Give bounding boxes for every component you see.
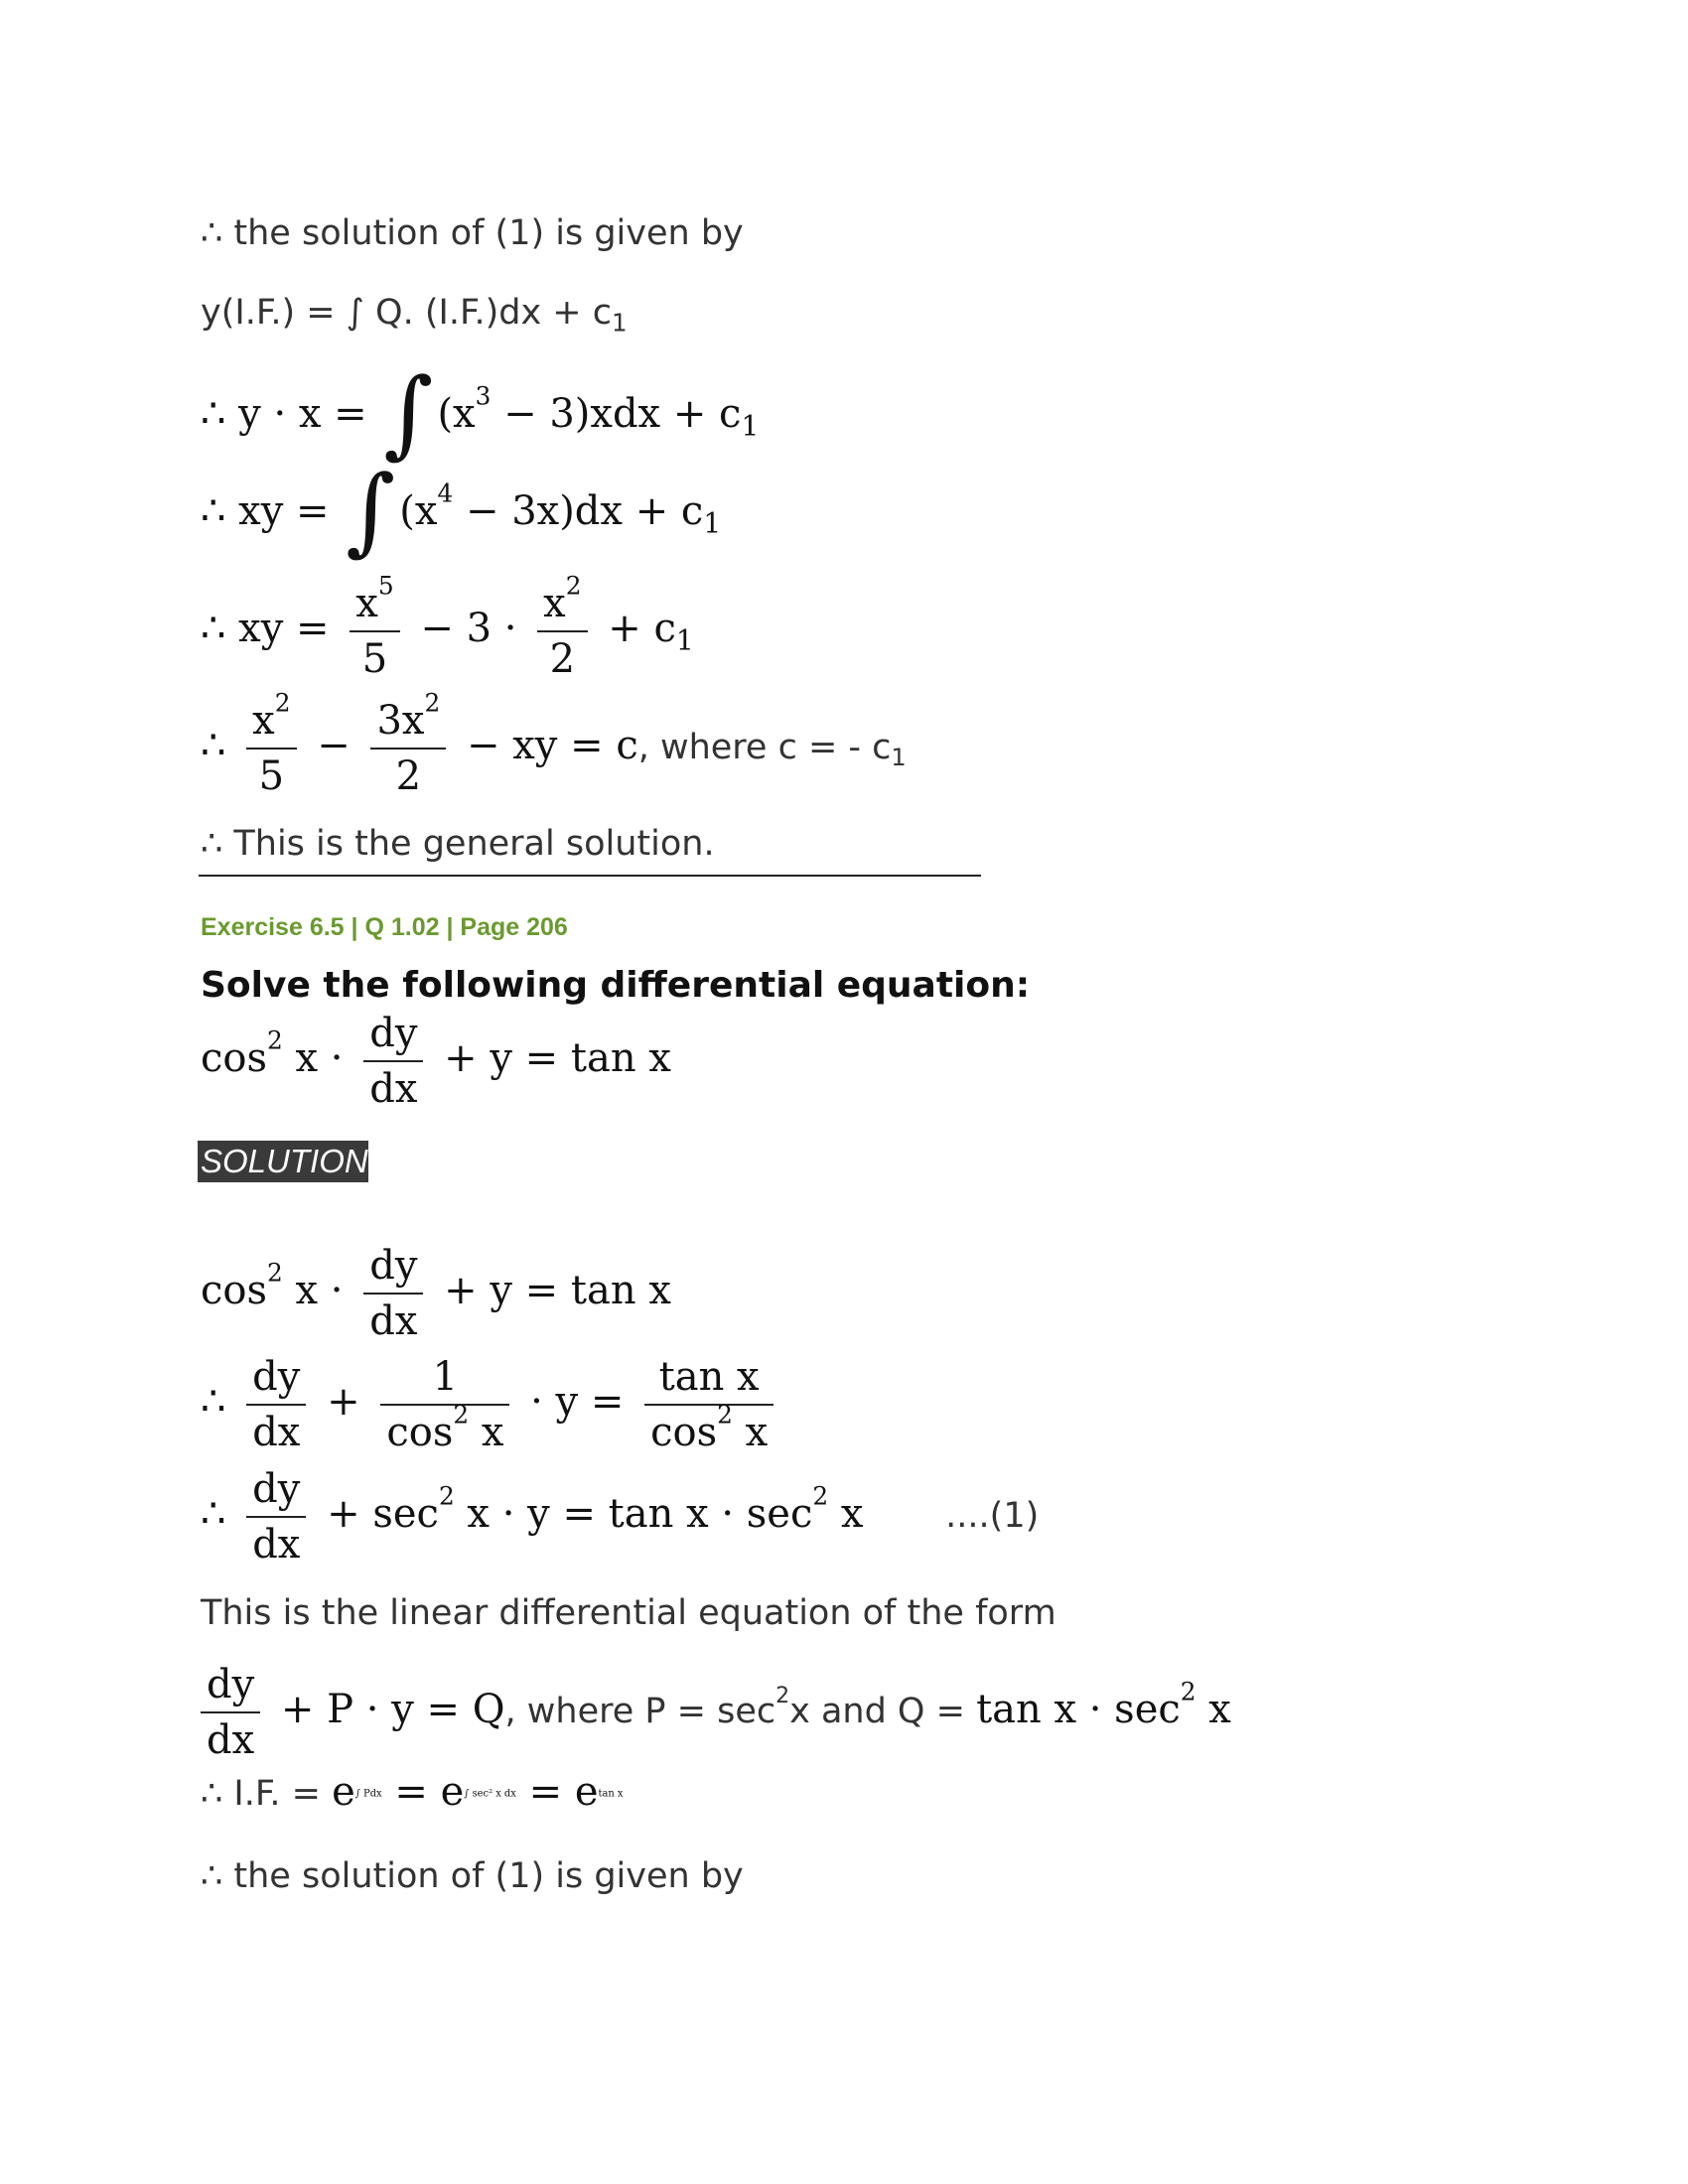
equation-prefix: ∴: [201, 1379, 226, 1425]
operator: =: [381, 1769, 441, 1815]
exponent: 3: [475, 381, 492, 411]
question-heading: Solve the following differential equation:: [201, 965, 1031, 1006]
denominator: dx: [363, 1060, 423, 1112]
numerator: 1: [432, 1354, 459, 1400]
denominator: dx: [246, 1516, 306, 1568]
base-e: e: [574, 1769, 599, 1815]
denominator: x: [469, 1410, 504, 1455]
equation-note: x and Q =: [789, 1692, 977, 1731]
integral-sign: ∫: [383, 357, 434, 469]
equation-mid: − 3 ·: [420, 606, 517, 651]
denominator: dx: [363, 1293, 423, 1344]
equation-part: x: [1196, 1687, 1231, 1732]
base-e: e: [332, 1769, 355, 1815]
equation-prefix: ∴ xy =: [201, 606, 330, 651]
equation-part: x ·: [282, 1268, 344, 1313]
text-solution-given-by: [201, 213, 744, 253]
fraction: [350, 571, 399, 682]
denominator: 2: [537, 630, 587, 682]
denominator: 2: [370, 748, 446, 799]
numerator: x: [252, 698, 275, 744]
fraction: [363, 1011, 423, 1112]
equation-body: (x: [399, 488, 438, 534]
equation-linear-form: [201, 1662, 1231, 1763]
text-line: ∴ the solution of (1) is given by: [201, 213, 744, 253]
equation-prefix: ∴: [201, 723, 226, 768]
exponent: 5: [377, 571, 394, 601]
exponent: 2: [267, 1258, 283, 1288]
denominator: cos: [650, 1410, 718, 1455]
equation-label: ∴ I.F. =: [201, 1774, 333, 1814]
section-divider: [199, 875, 981, 877]
equation-part: + y = tan x: [444, 1268, 671, 1313]
equation-part: + P · y = Q: [280, 1687, 505, 1732]
denominator: x: [732, 1410, 769, 1455]
denominator: cos: [386, 1410, 454, 1455]
numerator: tan x: [658, 1354, 760, 1400]
exponent: tan x: [598, 1788, 624, 1800]
equation-part: cos: [201, 1268, 268, 1313]
equation-part: + y = tan x: [444, 1035, 671, 1081]
numerator: dy: [207, 1662, 255, 1707]
subscript: 1: [611, 308, 628, 338]
equation-end: + c: [608, 606, 676, 651]
equation-body: (x: [437, 391, 476, 437]
equation-line-6: [201, 688, 907, 799]
equation-line-5: [201, 571, 694, 682]
numerator: x: [355, 581, 378, 626]
exponent: 2: [775, 1684, 790, 1709]
equation-note: , where P = sec: [504, 1692, 776, 1731]
exponent: ∫ sec² x dx: [464, 1788, 516, 1800]
subscript: 1: [891, 744, 907, 772]
fraction: [246, 688, 296, 799]
operator: =: [515, 1769, 575, 1815]
exponent: 2: [1180, 1677, 1196, 1706]
numerator: 3x: [376, 698, 425, 744]
equation-if-formula: [201, 293, 628, 338]
equation-note: , where c = - c: [637, 728, 892, 767]
fraction: [370, 688, 446, 799]
fraction: [201, 1662, 260, 1763]
equation-integrating-factor: [201, 1769, 624, 1815]
text-line: ∴ the solution of (1) is given by: [201, 1856, 744, 1896]
numerator: dy: [369, 1011, 418, 1056]
exponent: 2: [565, 571, 582, 601]
equation-line-3: [201, 357, 760, 469]
equation-prefix: ∴ xy =: [201, 488, 330, 534]
exponent: 2: [438, 1481, 455, 1511]
integral-sign: ∫: [346, 455, 396, 566]
exponent: 2: [267, 1025, 283, 1055]
equation-part: tan x · sec: [976, 1687, 1181, 1732]
operator: +: [327, 1379, 360, 1425]
fraction: [246, 1466, 306, 1568]
exponent: 2: [717, 1400, 733, 1430]
equation-tag: ....(1): [945, 1496, 1040, 1536]
exponent: 2: [812, 1481, 829, 1511]
equation-rest: − 3)xdx + c: [491, 391, 742, 437]
fraction: [380, 1354, 509, 1455]
subscript: 1: [675, 623, 694, 657]
solution-equation-2: [201, 1354, 781, 1455]
equation-part: cos: [201, 1035, 268, 1081]
numerator: dy: [252, 1466, 301, 1512]
solution-equation-3: [201, 1466, 1039, 1568]
exponent: 4: [437, 478, 454, 508]
equation-part: x ·: [282, 1035, 344, 1081]
base-e: e: [440, 1769, 465, 1815]
text-solution-given-by-2: [201, 1856, 744, 1896]
numerator: dy: [369, 1243, 418, 1289]
denominator: dx: [201, 1711, 260, 1763]
numerator: x: [543, 581, 566, 626]
solution-equation-1: [201, 1243, 671, 1344]
exponent: 2: [453, 1400, 470, 1430]
equation-end: − xy = c: [466, 723, 638, 768]
exercise-reference: Exercise 6.5 | Q 1.02 | Page 206: [201, 913, 568, 941]
numerator: dy: [252, 1354, 301, 1400]
text-general-solution: [201, 824, 715, 864]
equation-part: x: [828, 1491, 864, 1537]
denominator: dx: [246, 1404, 306, 1455]
equation-part: x · y = tan x · sec: [454, 1491, 813, 1537]
equation-prefix: ∴: [201, 1491, 226, 1537]
equation-rest: − 3x)dx + c: [453, 488, 704, 534]
subscript: 1: [703, 506, 722, 540]
equation-mid: · y =: [530, 1379, 625, 1425]
subscript: 1: [741, 409, 760, 443]
question-equation: [201, 1011, 671, 1112]
exponent: ∫ Pdx: [354, 1788, 382, 1800]
text-linear-form: [201, 1593, 1056, 1633]
equation-line-4: [201, 455, 722, 566]
fraction: [537, 571, 587, 682]
operator: −: [317, 723, 351, 768]
text-line: This is the linear differential equation of the form: [201, 1593, 1056, 1633]
fraction: [246, 1354, 306, 1455]
equation-text: y(I.F.) = ∫ Q. (I.F.)dx + c: [201, 293, 612, 333]
equation-part: + sec: [327, 1491, 439, 1537]
denominator: 5: [246, 748, 296, 799]
exponent: 2: [424, 688, 441, 718]
fraction: [363, 1243, 423, 1344]
solution-label: SOLUTION: [198, 1141, 368, 1182]
text-line: ∴ This is the general solution.: [201, 824, 715, 864]
equation-prefix: ∴ y · x =: [201, 391, 367, 437]
denominator: 5: [350, 630, 399, 682]
exponent: 2: [274, 688, 291, 718]
fraction: [644, 1354, 774, 1455]
